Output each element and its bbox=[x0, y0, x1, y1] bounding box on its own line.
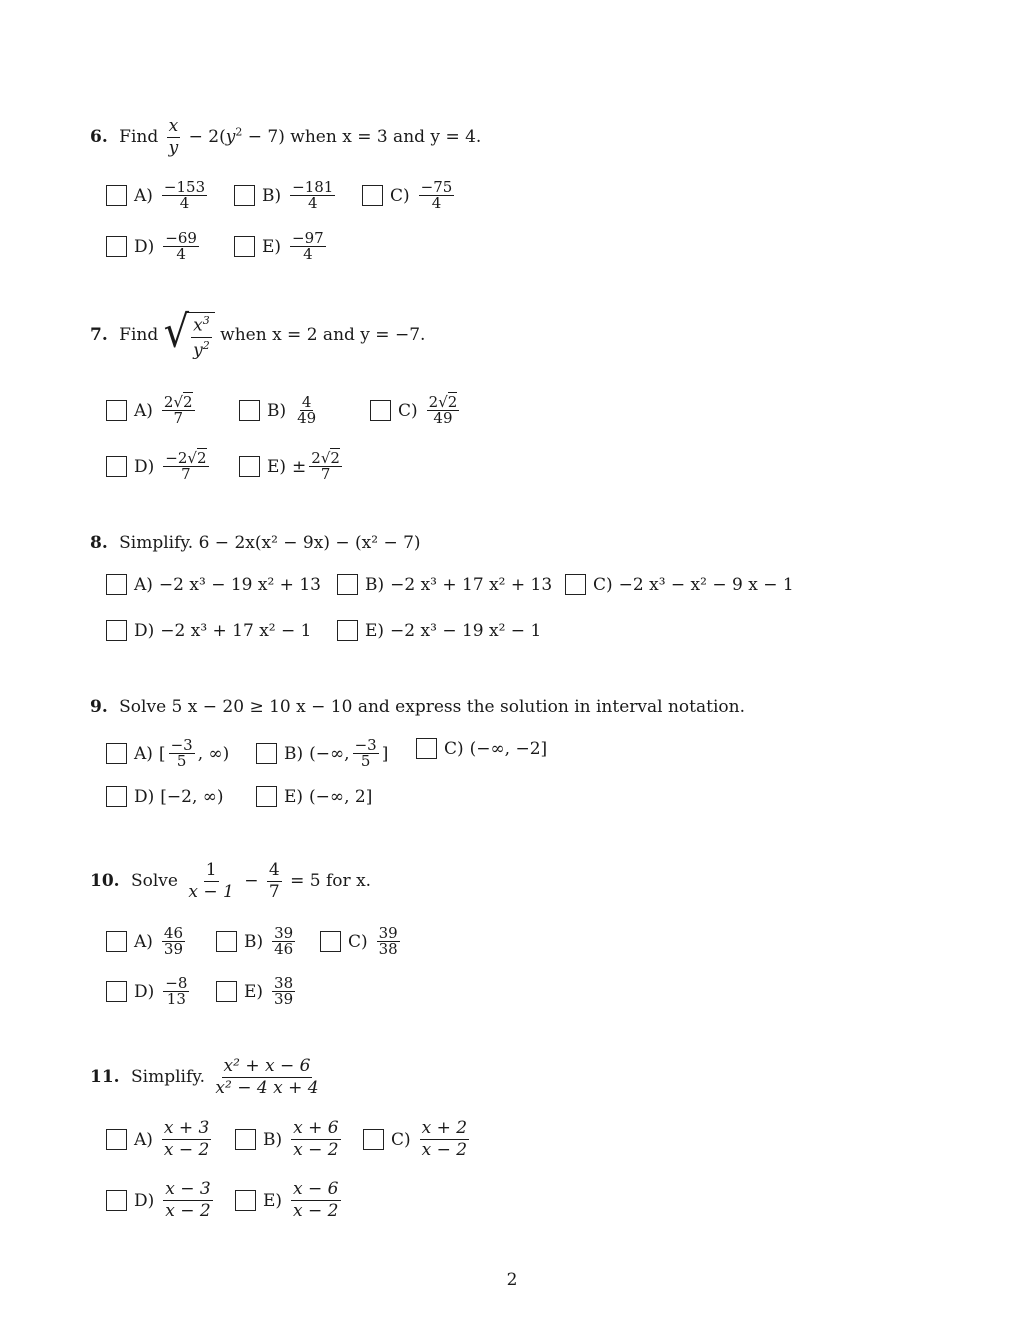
choice-11d[interactable]: D) $\frac{x - 3}{x - 2}$ bbox=[106, 1181, 216, 1220]
question-condition: when x = 2 and y = −7. bbox=[220, 325, 426, 346]
choice-10e[interactable]: E) $\frac{38}{39}$ bbox=[216, 976, 298, 1007]
checkbox[interactable] bbox=[106, 1190, 127, 1211]
choice-9d[interactable]: D) [−2, ∞) bbox=[106, 786, 224, 807]
checkbox[interactable] bbox=[106, 786, 127, 807]
choice-11b[interactable]: B) $\frac{x + 6}{x - 2}$ bbox=[235, 1120, 344, 1159]
choice-9c[interactable]: C) (−∞, −2] bbox=[416, 738, 547, 759]
choice-8b[interactable]: B) −2 x³ + 17 x² + 13 bbox=[337, 574, 552, 595]
checkbox[interactable] bbox=[320, 931, 341, 952]
checkbox[interactable] bbox=[106, 456, 127, 477]
choice-9b[interactable]: B) (−∞, $\frac{-3}{5}$ ] bbox=[256, 738, 388, 769]
question-7 bbox=[90, 306, 426, 361]
checkbox[interactable] bbox=[106, 574, 127, 595]
question-expression: 5 x − 20 ≥ 10 x − 10 bbox=[171, 697, 353, 717]
choice-11a[interactable]: A) $\frac{x + 3}{x - 2}$ bbox=[106, 1120, 214, 1159]
choice-8d[interactable]: D) −2 x³ + 17 x² − 1 bbox=[106, 620, 312, 641]
choice-9e[interactable]: E) (−∞, 2] bbox=[256, 786, 372, 807]
choice-7e[interactable]: E) ± $\frac{2√2}{7}$ bbox=[239, 451, 345, 482]
choice-11c[interactable]: C) $\frac{x + 2}{x - 2}$ bbox=[363, 1120, 472, 1159]
question-lead: Find bbox=[119, 325, 159, 346]
question-lead: Simplify. bbox=[119, 533, 194, 553]
question-number: 11. bbox=[90, 1067, 120, 1087]
question-expression: 6 − 2x(x² − 9x) − (x² − 7) bbox=[198, 533, 421, 553]
checkbox[interactable] bbox=[239, 456, 260, 477]
checkbox[interactable] bbox=[235, 1129, 256, 1150]
choice-10b[interactable]: B) $\frac{39}{46}$ bbox=[216, 926, 298, 957]
fraction-x-over-y: $\frac{x}{y}$ bbox=[168, 116, 179, 158]
choice-8e[interactable]: E) −2 x³ − 19 x² − 1 bbox=[337, 620, 541, 641]
page-number: 2 bbox=[506, 1270, 518, 1290]
fraction-two: $\frac{4}{7}$ bbox=[268, 860, 280, 902]
checkbox[interactable] bbox=[337, 620, 358, 641]
choice-6d[interactable]: D) $\frac{-69}{4}$ bbox=[106, 231, 202, 262]
choice-6b[interactable]: B) $\frac{-181}{4}$ bbox=[234, 180, 338, 211]
choice-7c[interactable]: C) $\frac{2√2}{49}$ bbox=[370, 395, 462, 426]
fraction-one: $\frac{1}{x - 1}$ bbox=[188, 860, 234, 902]
choice-6a[interactable]: A) $\frac{-153}{4}$ bbox=[106, 180, 210, 211]
checkbox[interactable] bbox=[106, 981, 127, 1002]
question-number: 6. bbox=[90, 127, 108, 147]
question-6: 6. Find $\frac{x}{y}$ − $2(y^2 - 7)$ when x = 3 and y = 4. bbox=[90, 116, 482, 158]
choice-10d[interactable]: D) $\frac{-8}{13}$ bbox=[106, 976, 192, 1007]
choice-6c[interactable]: C) $\frac{-75}{4}$ bbox=[362, 180, 457, 211]
question-9 bbox=[90, 697, 745, 717]
choice-11e[interactable]: E) $\frac{x - 6}{x - 2}$ bbox=[235, 1181, 344, 1220]
checkbox[interactable] bbox=[106, 620, 127, 641]
checkbox[interactable] bbox=[234, 236, 255, 257]
question-lead: Solve bbox=[130, 871, 178, 891]
checkbox[interactable] bbox=[106, 743, 127, 764]
choice-7d[interactable]: D) $\frac{-2√2}{7}$ bbox=[106, 451, 212, 482]
choice-10c[interactable]: C) $\frac{39}{38}$ bbox=[320, 926, 403, 957]
checkbox[interactable] bbox=[106, 400, 127, 421]
checkbox[interactable] bbox=[106, 185, 127, 206]
checkbox[interactable] bbox=[416, 738, 437, 759]
question-lead: Simplify. bbox=[130, 1067, 205, 1087]
choice-8c[interactable]: C) −2 x³ − x² − 9 x − 1 bbox=[565, 574, 794, 595]
choice-8a[interactable]: A) −2 x³ − 19 x² + 13 bbox=[106, 574, 321, 595]
checkbox[interactable] bbox=[362, 185, 383, 206]
checkbox[interactable] bbox=[337, 574, 358, 595]
question-number: 10. bbox=[90, 871, 120, 891]
checkbox[interactable] bbox=[256, 786, 277, 807]
square-root: √ $\frac{x^3}{y^2}$ bbox=[164, 312, 215, 359]
choice-7b[interactable]: B) $\frac{4}{49}$ bbox=[239, 395, 321, 426]
checkbox[interactable] bbox=[239, 400, 260, 421]
question-lead: Solve bbox=[119, 697, 167, 717]
checkbox[interactable] bbox=[216, 981, 237, 1002]
rational-expression: $\frac{\text{x² + x − 6}}{\text{x² − 4 x + 4}}$ bbox=[215, 1056, 319, 1098]
question-8 bbox=[90, 533, 421, 553]
question-condition: x = 3 and y = 4. bbox=[342, 127, 482, 147]
checkbox[interactable] bbox=[216, 931, 237, 952]
checkbox[interactable] bbox=[234, 185, 255, 206]
checkbox[interactable] bbox=[235, 1190, 256, 1211]
checkbox[interactable] bbox=[256, 743, 277, 764]
question-number: 9. bbox=[90, 697, 108, 717]
question-tail: and express the solution in interval notation. bbox=[357, 697, 745, 717]
choice-6e[interactable]: E) $\frac{-97}{4}$ bbox=[234, 231, 329, 262]
checkbox[interactable] bbox=[363, 1129, 384, 1150]
question-11 bbox=[90, 1058, 324, 1097]
choice-7a[interactable]: A) $\frac{2√2}{7}$ bbox=[106, 395, 198, 426]
checkbox[interactable] bbox=[565, 574, 586, 595]
question-number: 7. bbox=[90, 325, 108, 346]
checkbox[interactable] bbox=[370, 400, 391, 421]
checkbox[interactable] bbox=[106, 1129, 127, 1150]
checkbox[interactable] bbox=[106, 931, 127, 952]
checkbox[interactable] bbox=[106, 236, 127, 257]
question-number: 8. bbox=[90, 533, 108, 553]
question-lead: Find bbox=[119, 127, 159, 147]
choice-9a[interactable]: A) [ $\frac{-3}{5}$ , ∞) bbox=[106, 738, 229, 769]
choice-10a[interactable]: A) $\frac{46}{39}$ bbox=[106, 926, 188, 957]
question-10: 10. Solve $\frac{1}{x - 1}$ − $\frac{4}{7}$ = 5 for x. bbox=[90, 860, 372, 902]
